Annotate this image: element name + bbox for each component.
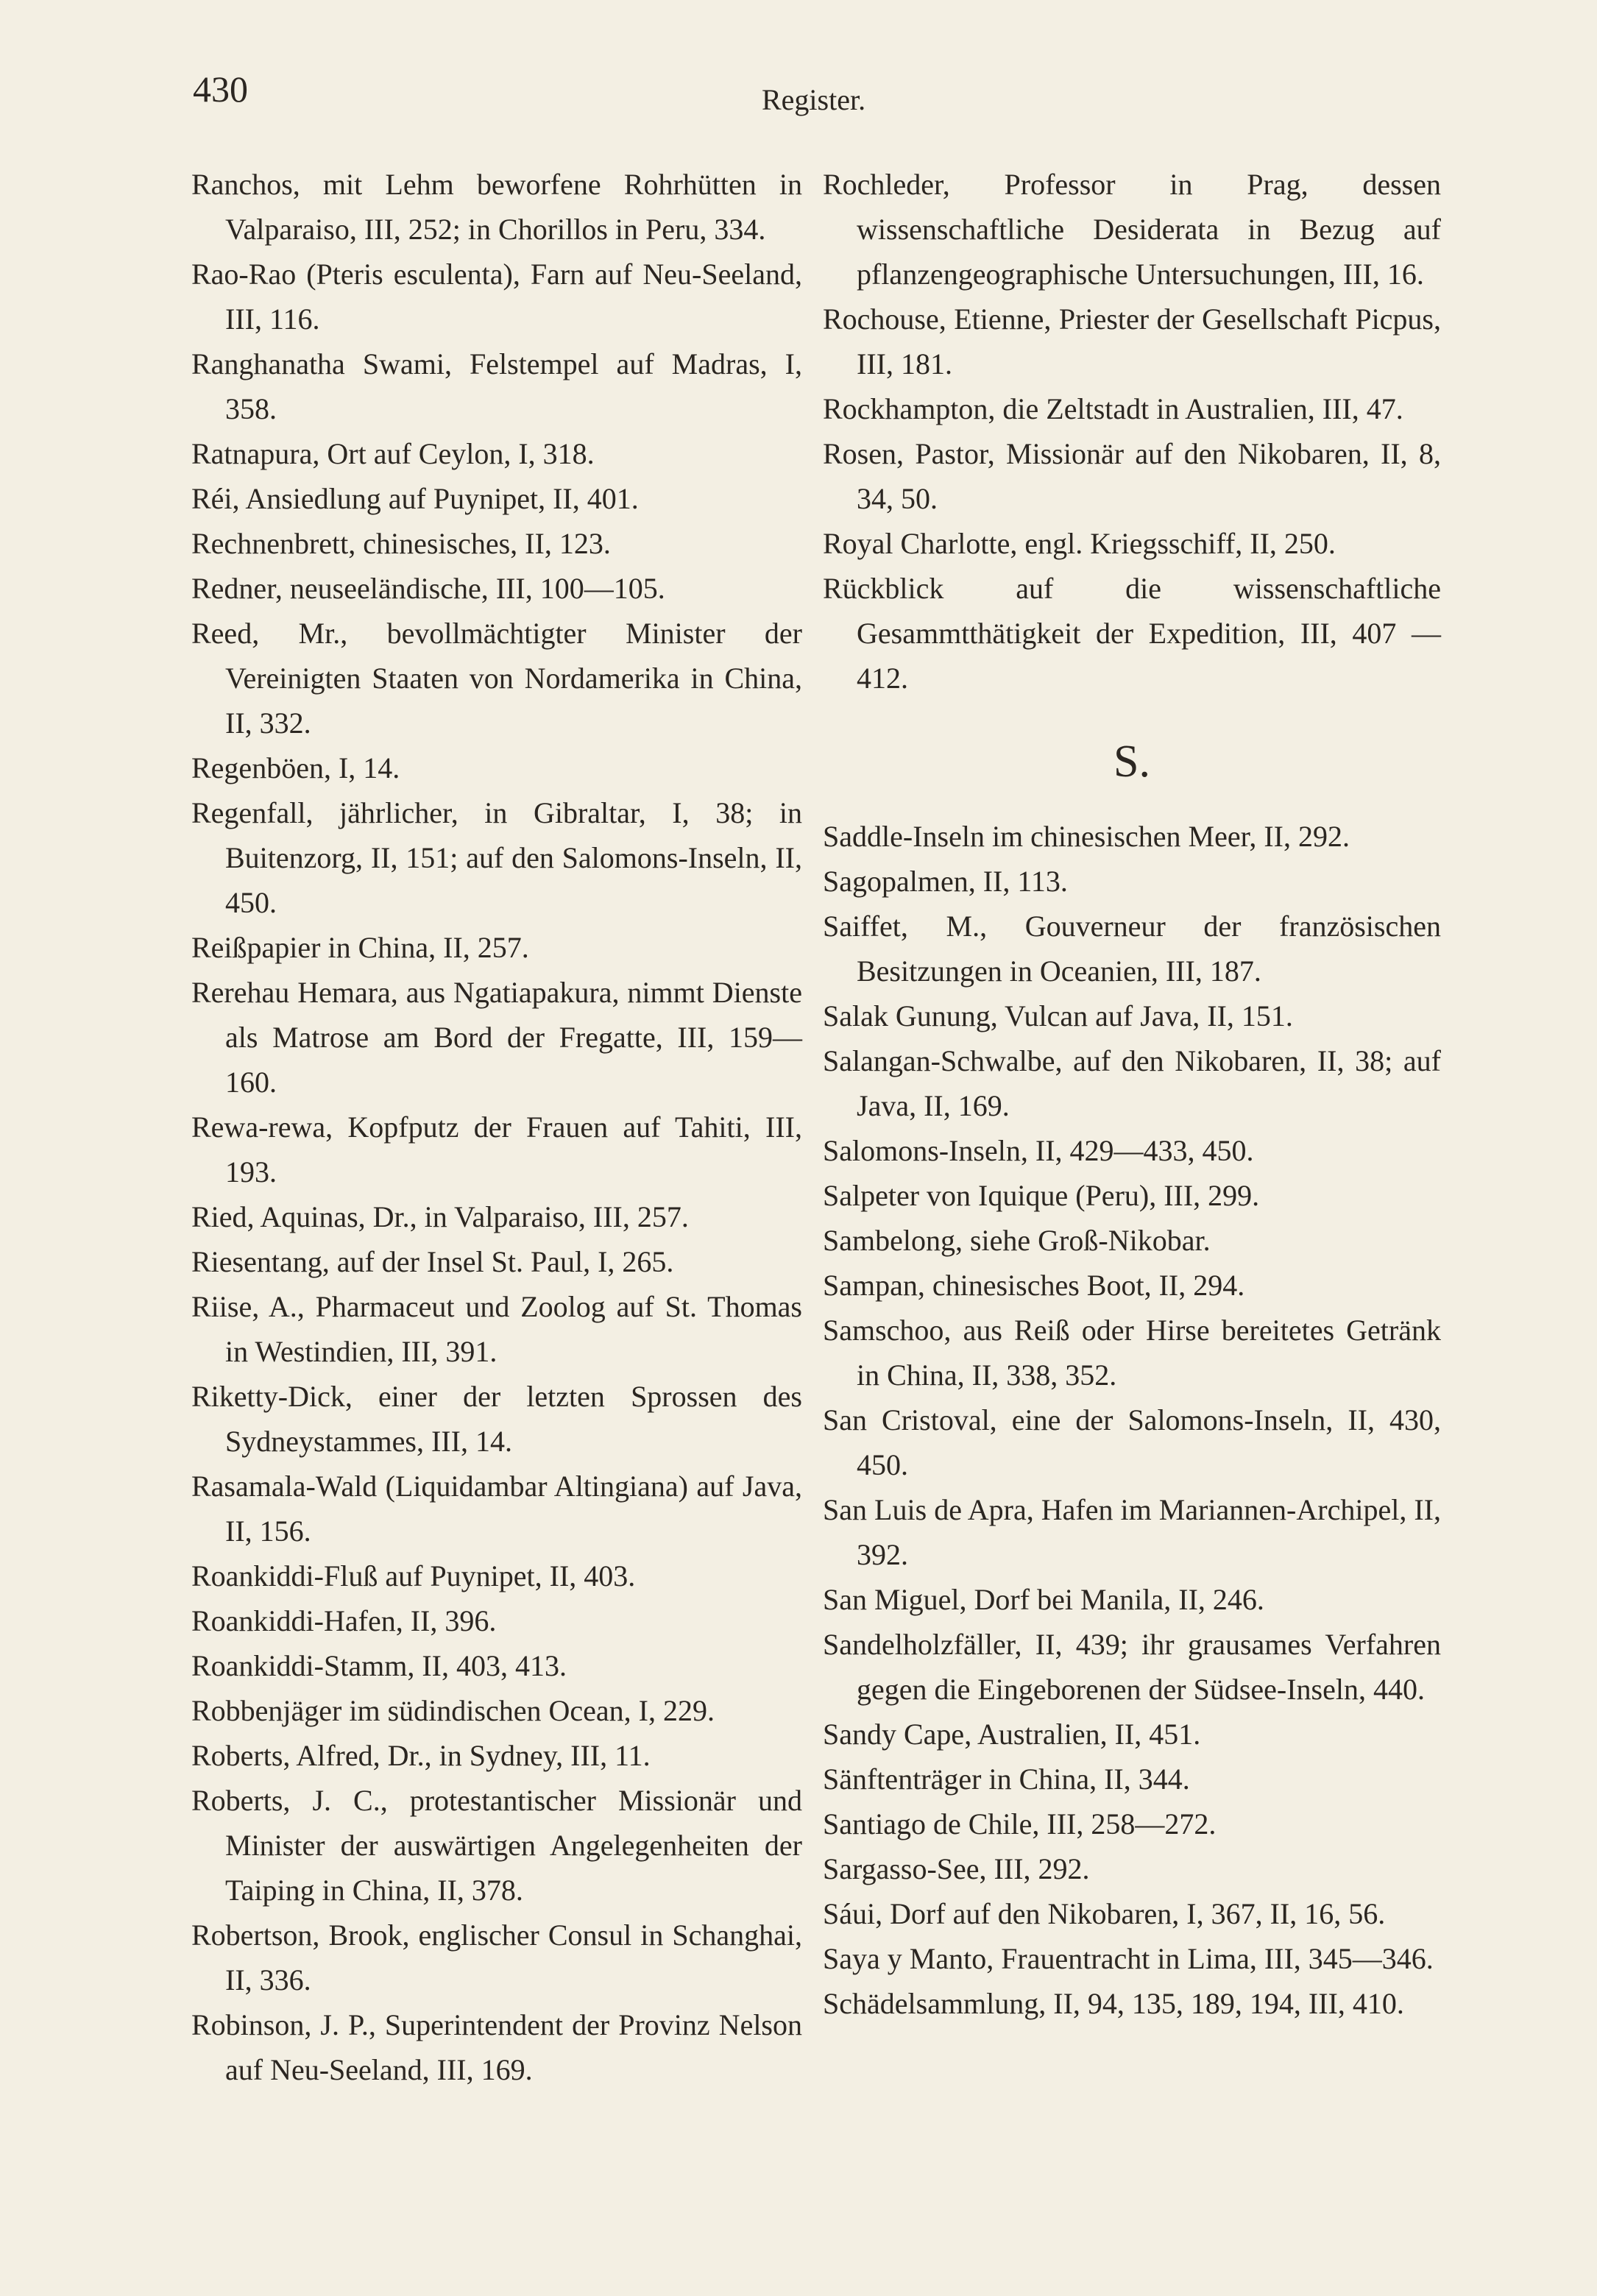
index-entry: Rechnenbrett, chinesisches, II, 123.	[191, 527, 611, 560]
index-entry: Regenböen, I, 14.	[191, 751, 400, 784]
index-entry: Rückblick auf die wissenschaftliche Gesammtthätigkeit der Expedition, III, 407 — 412.	[823, 572, 1441, 695]
index-entry: Redner, neuseeländische, III, 100—105.	[191, 572, 665, 605]
index-entry: Riesentang, auf der Insel St. Paul, I, 265.	[191, 1245, 674, 1278]
index-entry: Saiffet, M., Gouverneur der französischen Besitzungen in Oceanien, III, 187.	[823, 910, 1441, 988]
index-entry: Ranchos, mit Lehm beworfene Rohrhütten in Valparaiso, III, 252; in Chorillos in Peru, 334.	[191, 168, 802, 246]
index-entry: Rasamala-Wald (Liquidambar Altingiana) auf Java, II, 156.	[191, 1470, 802, 1548]
index-entry: Riise, A., Pharmaceut und Zoolog auf St. Thomas in Westindien, III, 391.	[191, 1290, 802, 1368]
index-entry: Rockhampton, die Zeltstadt in Australien, III, 47.	[823, 392, 1403, 425]
index-entry: Ranghanatha Swami, Felstempel auf Madras, I, 358.	[191, 347, 802, 425]
index-entry: San Miguel, Dorf bei Manila, II, 246.	[823, 1583, 1264, 1616]
running-title: Register.	[762, 83, 866, 116]
index-entry: Rerehau Hemara, aus Ngatiapakura, nimmt Dienste als Matrose am Bord der Fregatte, III, 159—160.	[191, 976, 802, 1099]
index-entry: Sargasso-See, III, 292.	[823, 1852, 1090, 1885]
index-entry: Saya y Manto, Frauentracht in Lima, III, 345—346.	[823, 1942, 1434, 1975]
index-entry: Salangan-Schwalbe, auf den Nikobaren, II, 38; auf Java, II, 169.	[823, 1044, 1441, 1122]
index-entry: Sandy Cape, Australien, II, 451.	[823, 1718, 1201, 1751]
index-entry: Réi, Ansiedlung auf Puynipet, II, 401.	[191, 482, 639, 515]
index-entry: Rochleder, Professor in Prag, dessen wissenschaftliche Desiderata in Bezug auf pflanzengeographische Untersuchungen, III, 16.	[823, 168, 1441, 291]
index-entry: Rewa-rewa, Kopfputz der Frauen auf Tahiti, III, 193.	[191, 1110, 802, 1188]
index-entry: Royal Charlotte, engl. Kriegsschiff, II, 250.	[823, 527, 1336, 560]
section-letter-heading: S.	[1113, 737, 1150, 787]
index-entry: Ratnapura, Ort auf Ceylon, I, 318.	[191, 437, 595, 470]
index-entry: San Luis de Apra, Hafen im Mariannen-Archipel, II, 392.	[823, 1493, 1441, 1571]
index-entry: Reed, Mr., bevollmächtigter Minister der Vereinigten Staaten von Nordamerika in China, II, 332.	[191, 617, 802, 740]
index-entry: San Cristoval, eine der Salomons-Inseln, II, 430, 450.	[823, 1403, 1441, 1481]
index-entry: Rao-Rao (Pteris esculenta), Farn auf Neu-Seeland, III, 116.	[191, 258, 802, 336]
index-entry: Sáui, Dorf auf den Nikobaren, I, 367, II, 16, 56.	[823, 1897, 1386, 1930]
index-entry: Robinson, J. P., Superintendent der Provinz Nelson auf Neu-Seeland, III, 169.	[191, 2008, 802, 2086]
index-entry: Salpeter von Iquique (Peru), III, 299.	[823, 1179, 1260, 1212]
index-entry: Salomons-Inseln, II, 429—433, 450.	[823, 1134, 1254, 1167]
index-entry: Roankiddi-Stamm, II, 403, 413.	[191, 1649, 567, 1682]
index-entry: Roberts, Alfred, Dr., in Sydney, III, 11.	[191, 1739, 651, 1772]
index-entry: Samschoo, aus Reiß oder Hirse bereitetes Getränk in China, II, 338, 352.	[823, 1314, 1441, 1392]
index-entry: Regenfall, jährlicher, in Gibraltar, I, 38; in Buitenzorg, II, 151; auf den Salomons-Inseln, II, 450.	[191, 796, 802, 919]
index-entry: Sänftenträger in China, II, 344.	[823, 1762, 1190, 1796]
index-entry: Rosen, Pastor, Missionär auf den Nikobaren, II, 8, 34, 50.	[823, 437, 1441, 515]
index-entry: Santiago de Chile, III, 258—272.	[823, 1807, 1217, 1840]
right-column	[823, 162, 1441, 2026]
index-entry: Sandelholzfäller, II, 439; ihr grausames Verfahren gegen die Eingeborenen der Südsee-Inseln, 440.	[823, 1628, 1441, 1706]
index-entry: Sampan, chinesisches Boot, II, 294.	[823, 1269, 1245, 1302]
index-entry: Roankiddi-Fluß auf Puynipet, II, 403.	[191, 1559, 636, 1592]
index-entry: Saddle-Inseln im chinesischen Meer, II, 292.	[823, 820, 1350, 853]
index-entry: Roberts, J. C., protestantischer Missionär und Minister der auswärtigen Angelegenheiten der Taiping in China, II, 378.	[191, 1784, 802, 1907]
index-entry: Robbenjäger im südindischen Ocean, I, 229.	[191, 1694, 715, 1727]
index-entry: Schädelsammlung, II, 94, 135, 189, 194, III, 410.	[823, 1987, 1404, 2020]
index-entry: Riketty-Dick, einer der letzten Sprossen des Sydneystammes, III, 14.	[191, 1380, 802, 1458]
index-entry: Ried, Aquinas, Dr., in Valparaiso, III, 257.	[191, 1200, 689, 1233]
index-entry: Sagopalmen, II, 113.	[823, 865, 1068, 898]
index-entry: Reißpapier in China, II, 257.	[191, 931, 529, 964]
index-entry: Rochouse, Etienne, Priester der Gesellschaft Picpus, III, 181.	[823, 302, 1441, 380]
index-entry: Salak Gunung, Vulcan auf Java, II, 151.	[823, 999, 1293, 1032]
index-entry: Sambelong, siehe Groß-Nikobar.	[823, 1224, 1211, 1257]
page-number: 430	[193, 68, 248, 110]
index-entry: Roankiddi-Hafen, II, 396.	[191, 1604, 497, 1637]
left-column	[191, 162, 802, 2092]
index-entry: Robertson, Brook, englischer Consul in Schanghai, II, 336.	[191, 1918, 802, 1996]
